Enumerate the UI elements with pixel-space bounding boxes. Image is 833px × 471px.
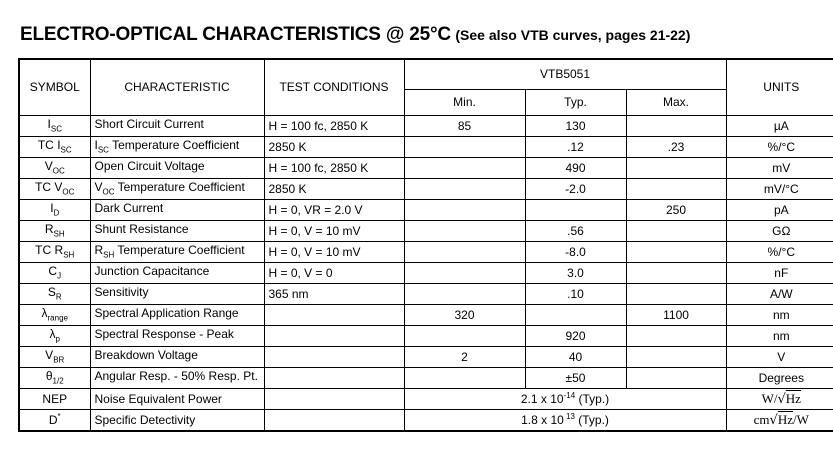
table-row	[19, 178, 833, 199]
min-cell	[404, 325, 525, 346]
characteristic-text: Shunt Resistance	[94, 222, 189, 237]
condition-cell: H = 0, V = 10 mV	[264, 241, 404, 262]
condition-cell	[264, 304, 404, 325]
symbol-subscript: SC	[60, 145, 72, 155]
characteristic-prefix: I	[94, 138, 98, 153]
condition-cell: H = 0, V = 0	[264, 262, 404, 283]
units-suffix: /W	[793, 411, 809, 427]
value-suffix: (Typ.)	[574, 413, 609, 427]
min-cell	[404, 157, 525, 178]
header-max: Max.	[626, 89, 726, 115]
symbol-subscript: SH	[63, 250, 75, 260]
symbol-subscript: OC	[52, 166, 65, 176]
table-row	[19, 367, 833, 388]
table-row	[19, 136, 833, 157]
min-cell	[404, 241, 525, 262]
value-exponent: 13	[563, 412, 575, 421]
symbol-text: I	[57, 138, 61, 153]
symbol-subscript: p	[55, 334, 60, 344]
min-cell	[404, 262, 525, 283]
max-cell: 250	[626, 199, 726, 220]
max-cell	[626, 325, 726, 346]
max-cell	[626, 283, 726, 304]
condition-cell	[264, 367, 404, 388]
symbol-subscript: BR	[53, 355, 65, 365]
typ-cell: 490	[525, 157, 626, 178]
units-cell: %/°C	[726, 241, 833, 262]
header-typ: Typ.	[525, 89, 626, 115]
condition-cell: H = 100 fc, 2850 K	[264, 157, 404, 178]
symbol-cell	[19, 304, 90, 325]
max-cell	[626, 262, 726, 283]
max-cell	[626, 346, 726, 367]
characteristic-cell	[90, 199, 264, 220]
characteristic-cell: Specific Detectivity	[90, 409, 264, 431]
header-part-number: VTB5051	[404, 59, 726, 89]
characteristic-text: Sensitivity	[94, 285, 149, 300]
symbol-cell	[19, 178, 90, 199]
table-row	[19, 304, 833, 325]
symbol-text: R	[54, 243, 64, 258]
max-cell	[626, 157, 726, 178]
units-cell: A/W	[726, 283, 833, 304]
min-cell	[404, 178, 525, 199]
symbol-subscript: SC	[50, 124, 62, 134]
symbol-text: λ	[41, 306, 48, 321]
header-symbol: SYMBOL	[19, 59, 90, 115]
typ-cell: 130	[525, 115, 626, 136]
symbol-cell	[19, 241, 90, 262]
typ-cell: .10	[525, 283, 626, 304]
characteristic-cell	[90, 283, 264, 304]
condition-cell: H = 100 fc, 2850 K	[264, 115, 404, 136]
units-radicand: Hz	[777, 411, 794, 427]
symbol-subscript: 1/2	[52, 376, 64, 386]
characteristic-text: Breakdown Voltage	[94, 348, 198, 363]
table-row	[19, 220, 833, 241]
value-exponent: -14	[563, 391, 576, 400]
units-prefix: cm	[753, 411, 770, 427]
characteristic-text: Junction Capacitance	[94, 264, 210, 279]
typ-cell	[525, 304, 626, 325]
min-cell: 2	[404, 346, 525, 367]
characteristic-cell	[90, 241, 264, 262]
symbol-text: R	[44, 222, 54, 237]
max-cell	[626, 178, 726, 199]
symbol-subscript: SH	[53, 229, 65, 239]
symbol-cell	[19, 220, 90, 241]
symbol-text: V	[44, 159, 53, 174]
units-cell: nm	[726, 304, 833, 325]
symbol-subscript: R	[55, 292, 62, 302]
table-row	[19, 325, 833, 346]
symbol-sup: *	[57, 412, 61, 421]
table-row	[19, 346, 833, 367]
characteristic-subscript: SC	[97, 145, 109, 155]
characteristic-cell	[90, 220, 264, 241]
min-cell	[404, 220, 525, 241]
units-cell: %/°C	[726, 136, 833, 157]
characteristic-cell	[90, 136, 264, 157]
sqrt-icon: √	[777, 391, 786, 407]
title-main: ELECTRO-OPTICAL CHARACTERISTICS @ 25°C	[20, 24, 451, 45]
symbol-cell	[19, 115, 90, 136]
table-row	[19, 283, 833, 304]
characteristic-text: Open Circuit Voltage	[94, 159, 205, 174]
max-cell: .23	[626, 136, 726, 157]
max-cell	[626, 241, 726, 262]
symbol-subscript: range	[47, 313, 68, 323]
page-title	[20, 24, 690, 46]
typ-cell: .56	[525, 220, 626, 241]
symbol-text: V	[45, 348, 54, 363]
units-cell: µA	[726, 115, 833, 136]
characteristic-cell	[90, 346, 264, 367]
units-cell: mV/°C	[726, 178, 833, 199]
characteristic-subscript: OC	[102, 187, 115, 197]
typ-cell	[525, 199, 626, 220]
typ-cell: 920	[525, 325, 626, 346]
symbol-text: C	[48, 264, 58, 279]
units-cell	[726, 388, 833, 409]
symbol-text: I	[50, 201, 54, 216]
symbol-cell	[19, 409, 90, 431]
symbol-cell	[19, 367, 90, 388]
typ-cell: 40	[525, 346, 626, 367]
condition-cell: H = 0, VR = 2.0 V	[264, 199, 404, 220]
units-cell: Degrees	[726, 367, 833, 388]
condition-cell	[264, 325, 404, 346]
symbol-cell: NEP	[19, 388, 90, 409]
symbol-text: I	[47, 117, 51, 132]
min-cell: 85	[404, 115, 525, 136]
condition-cell	[264, 388, 404, 409]
symbol-subscript: J	[57, 271, 62, 281]
symbol-cell	[19, 199, 90, 220]
min-cell: 320	[404, 304, 525, 325]
typ-cell: -2.0	[525, 178, 626, 199]
condition-cell: 2850 K	[264, 136, 404, 157]
header-characteristic: CHARACTERISTIC	[90, 59, 264, 115]
symbol-cell	[19, 346, 90, 367]
units-prefix: W/	[761, 390, 778, 406]
characteristic-cell	[90, 262, 264, 283]
condition-cell: 365 nm	[264, 283, 404, 304]
sqrt-icon: √	[769, 412, 778, 428]
symbol-text: λ	[49, 327, 56, 342]
header-min: Min.	[404, 89, 525, 115]
characteristic-text: Temperature Coefficient	[114, 180, 245, 195]
table-row-dstar	[19, 409, 833, 431]
symbol-prefix: TC	[35, 243, 55, 258]
characteristic-text: Short Circuit Current	[94, 117, 204, 132]
units-cell: V	[726, 346, 833, 367]
characteristic-cell	[90, 367, 264, 388]
min-cell	[404, 199, 525, 220]
table-row	[19, 115, 833, 136]
min-cell	[404, 367, 525, 388]
characteristic-text: Spectral Application Range	[94, 306, 239, 321]
characteristic-text: Temperature Coefficient	[114, 243, 245, 258]
characteristic-cell: Noise Equivalent Power	[90, 388, 264, 409]
typ-cell: .12	[525, 136, 626, 157]
table-row	[19, 157, 833, 178]
symbol-cell	[19, 262, 90, 283]
units-cell	[726, 409, 833, 431]
condition-cell	[264, 346, 404, 367]
table-row	[19, 241, 833, 262]
min-cell	[404, 283, 525, 304]
units-cell: pA	[726, 199, 833, 220]
symbol-prefix: TC	[35, 180, 55, 195]
value-base: 1.8 x 10	[521, 413, 564, 427]
header-units: UNITS	[726, 59, 833, 115]
symbol-subscript: D	[53, 208, 60, 218]
characteristic-cell	[90, 157, 264, 178]
symbol-subscript: OC	[62, 187, 75, 197]
value-cell	[404, 388, 726, 409]
characteristic-text: Dark Current	[94, 201, 164, 216]
units-cell: mV	[726, 157, 833, 178]
symbol-cell	[19, 283, 90, 304]
typ-cell: 3.0	[525, 262, 626, 283]
characteristic-cell	[90, 325, 264, 346]
symbol-text: D	[48, 413, 58, 427]
units-cell: GΩ	[726, 220, 833, 241]
header-test-conditions: TEST CONDITIONS	[264, 59, 404, 115]
characteristic-text: Temperature Coefficient	[108, 138, 240, 153]
units-radicand: Hz	[785, 390, 801, 406]
max-cell: 1100	[626, 304, 726, 325]
value-suffix: (Typ.)	[575, 392, 610, 406]
characteristic-cell	[90, 304, 264, 325]
characteristic-text: Spectral Response - Peak	[94, 327, 234, 342]
symbol-cell	[19, 325, 90, 346]
table-row	[19, 262, 833, 283]
units-cell: nF	[726, 262, 833, 283]
characteristic-subscript: SH	[103, 250, 115, 260]
value-base: 2.1 x 10	[520, 392, 564, 406]
characteristic-text: Angular Resp. - 50% Resp. Pt.	[94, 369, 258, 384]
symbol-cell	[19, 157, 90, 178]
condition-cell	[264, 409, 404, 431]
symbol-text: θ	[45, 369, 53, 384]
symbol-cell	[19, 136, 90, 157]
value-cell	[404, 409, 726, 431]
table-row-nep	[19, 388, 833, 409]
typ-cell: ±50	[525, 367, 626, 388]
max-cell	[626, 367, 726, 388]
condition-cell: 2850 K	[264, 178, 404, 199]
min-cell	[404, 136, 525, 157]
max-cell	[626, 115, 726, 136]
units-cell: nm	[726, 325, 833, 346]
typ-cell: -8.0	[525, 241, 626, 262]
characteristic-cell	[90, 115, 264, 136]
characteristic-prefix: V	[94, 180, 103, 195]
characteristic-cell	[90, 178, 264, 199]
title-subtitle: (See also VTB curves, pages 21-22)	[455, 27, 691, 43]
condition-cell: H = 0, V = 10 mV	[264, 220, 404, 241]
characteristics-table	[18, 58, 833, 432]
symbol-prefix: TC	[37, 138, 58, 153]
characteristic-prefix: R	[94, 243, 104, 258]
table-row	[19, 199, 833, 220]
max-cell	[626, 220, 726, 241]
symbol-text: V	[54, 180, 63, 195]
symbol-text: S	[47, 285, 56, 300]
